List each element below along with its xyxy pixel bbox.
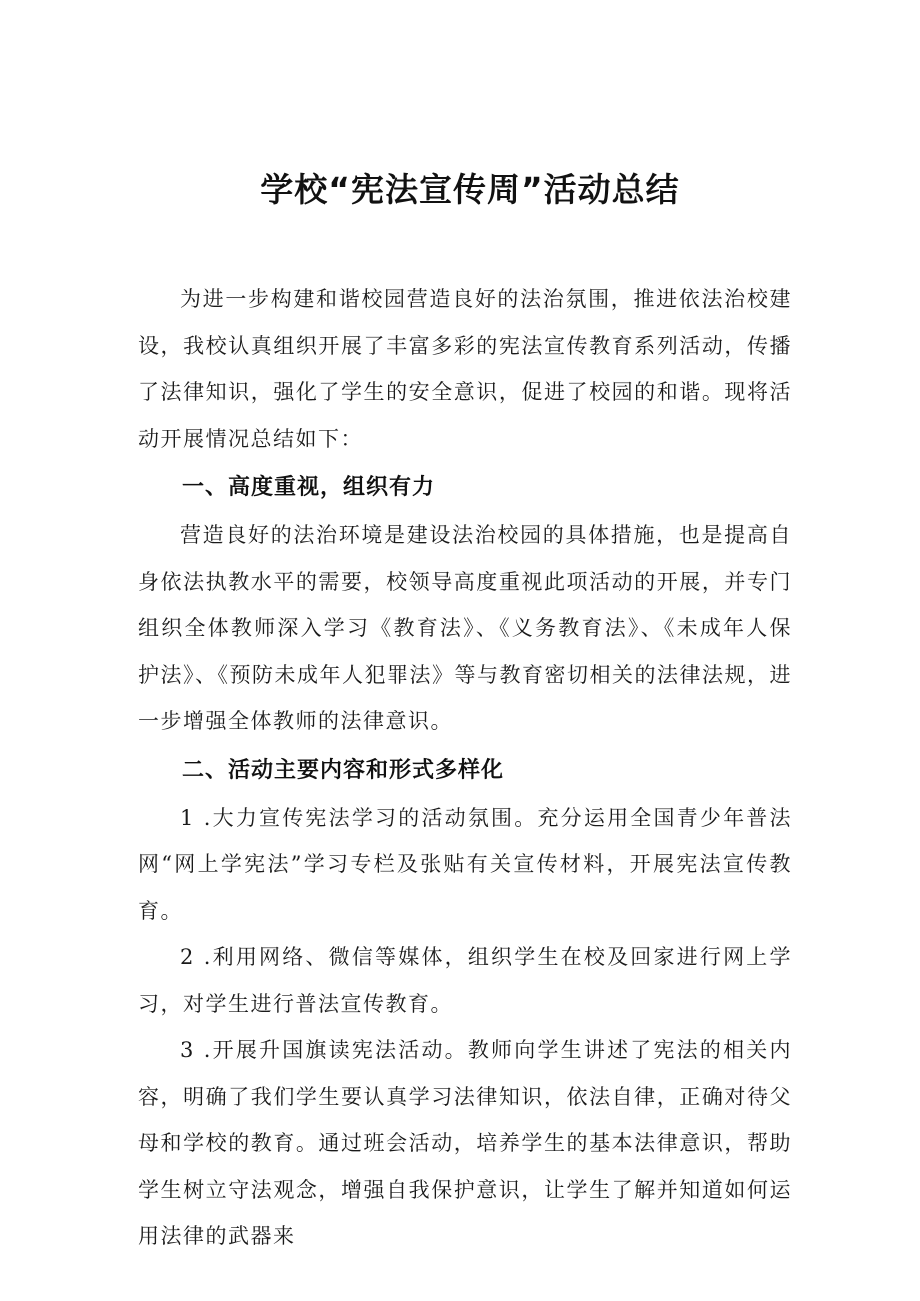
section-1-paragraph-1: 营造良好的法治环境是建设法治校园的具体措施，也是提高自身依法执教水平的需要，校领导高度重视此项活动的开展，并专门组织全体教师深入学习《教育法》、《义务教育法》、《未成年人保护法》、《预防未成年人犯罪法》等与教育密切相关的法律法规，进一步增强全体教师的法律意识。: [138, 523, 792, 733]
document-title: 学校“宪法宣传周”活动总结: [260, 170, 680, 209]
document-body: [138, 276, 792, 1260]
section-heading-2: 二、活动主要内容和形式多样化: [182, 757, 505, 783]
section-heading-1: 一、高度重视，组织有力: [182, 475, 436, 500]
section-2-paragraph-1: 1 .大力宣传宪法学习的活动氛围。充分运用全国青少年普法网“网上学宪法”学习专栏及张贴有关宣传材料，开展宪法宣传教育。: [138, 805, 792, 923]
intro-paragraph: 为进一步构建和谐校园营造良好的法治氛围，推进依法治校建设，我校认真组织开展了丰富多彩的宪法宣传教育系列活动，传播了法律知识，强化了学生的安全意识，促进了校园的和谐。现将活动开展情况总结如下：: [138, 287, 792, 451]
section-2-paragraph-3: 3 .开展升国旗读宪法活动。教师向学生讲述了宪法的相关内容，明确了我们学生要认真学习法律知识，依法自律，正确对待父母和学校的教育。通过班会活动，培养学生的基本法律意识，帮助学生树立守法观念，增强自我保护意识，让学生了解并知道如何运用法律的武器来: [138, 1038, 792, 1248]
section-2-paragraph-2: 2 .利用网络、微信等媒体，组织学生在校及回家进行网上学习，对学生进行普法宣传教育。: [138, 945, 792, 1016]
